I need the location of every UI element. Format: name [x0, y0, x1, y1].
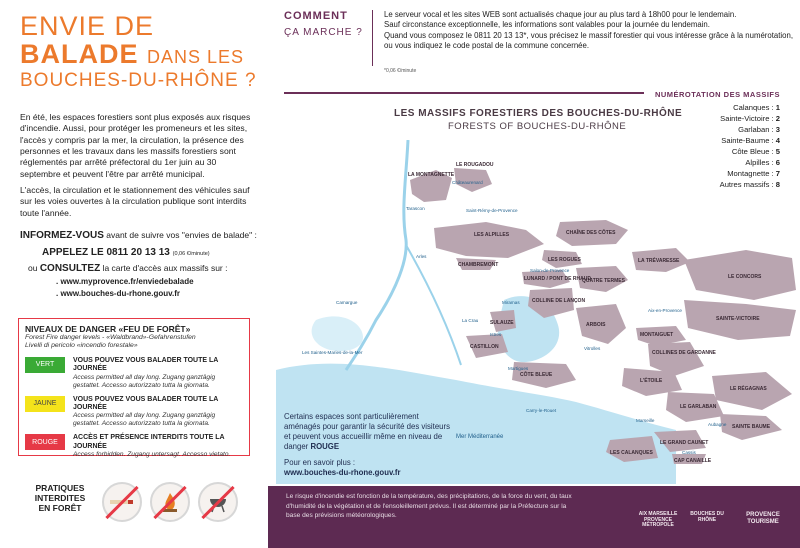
map-title: LES MASSIFS FORESTIERS DES BOUCHES-DU-RHÔNE	[394, 108, 683, 119]
label-calanques: LES CALANQUES	[610, 450, 653, 456]
footer-text: Le risque d'incendie est fonction de la température, des précipitations, de la force du vent, du taux d'humidité de la végétation et de l'ensoleillement prévus. Il est déterminé par la Préfecture sur la base des prévisions météorologiques.	[286, 493, 572, 520]
label-concors: LE CONCORS	[728, 274, 762, 280]
label-mer: Mer Méditerranée	[456, 434, 504, 440]
massif-number-item: Alpilles : 6	[745, 158, 780, 167]
url-prefecture[interactable]: . www.bouches-du-rhone.gouv.fr	[56, 289, 180, 298]
consult-line: ou CONSULTEZ la carte d'accès aux massifs sur :	[28, 263, 228, 274]
label-st-remy: Saint-Rémy-de-Provence	[466, 208, 518, 213]
label-rougadou: LE ROUGADOU	[456, 162, 494, 168]
danger-level-row	[25, 396, 243, 429]
danger-level-badge: ROUGE	[25, 434, 65, 450]
no-smoking-icon	[102, 482, 142, 522]
danger-level-row	[25, 434, 243, 459]
danger-level-text: VOUS POUVEZ VOUS BALADER TOUTE LA JOURNÉE Access permitted all day long. Zugang ganztägig gestattet. Accesso autorizzato tutta la giornata.	[73, 356, 219, 389]
label-chateaurenard: Châteaurenard	[452, 180, 483, 185]
label-crau: La Crau	[462, 318, 479, 323]
label-cote-bleue: CÔTE BLEUE	[520, 372, 553, 378]
left-column	[0, 0, 268, 548]
label-salon: Salon-de-Provence	[530, 268, 570, 273]
danger-levels-box	[18, 318, 250, 456]
more-info-link[interactable]: www.bouches-du-rhone.gouv.fr	[284, 467, 401, 477]
logo-departement: BOUCHES DU RHÔNE	[690, 511, 724, 523]
label-chambremont: CHAMBREMONT	[458, 262, 499, 268]
divider-horizontal	[284, 92, 644, 94]
label-miramas: Miramas	[502, 300, 520, 305]
label-aix: Aix-en-Provence	[648, 308, 682, 313]
label-lancon: COLLINE DE LANÇON	[532, 298, 586, 304]
danger-level-text: VOUS POUVEZ VOUS BALADER TOUTE LA JOURNÉE Access permitted all day long. Zugang ganztägig gestattet. Accesso autorizzato tutta la giornata.	[73, 395, 219, 428]
label-camargue: Camargue	[336, 300, 358, 305]
camargue-lagoon	[312, 316, 363, 351]
map-subtitle: FORESTS OF BOUCHES-DU-RHÔNE	[448, 121, 627, 132]
logo-provence-tourisme: PROVENCE TOURISME	[746, 512, 780, 525]
label-tarascon: Tarascon	[406, 206, 425, 211]
danger-subtitle-2: Livelli di pericolo «incendio forestale»	[25, 342, 138, 350]
label-castillon: CASTILLON	[470, 344, 499, 350]
label-chaine-cotes: CHAÎNE DES CÔTES	[566, 230, 616, 236]
label-collines-gardanne: COLLINES DE GARDANNE	[652, 350, 716, 356]
inform-block	[20, 230, 260, 298]
label-grand-caunet: LE GRAND CAUNET	[660, 440, 709, 446]
label-quatre-termes: QUATRE TERMES	[582, 278, 625, 284]
label-martigues: Martigues	[508, 366, 529, 371]
label-carry: Carry-le-Rouet	[526, 408, 557, 413]
label-regagnas: LE RÉGAGNAS	[730, 386, 767, 392]
label-alpilles: LES ALPILLES	[474, 232, 510, 238]
label-arbois: ARBOIS	[586, 322, 606, 328]
massif-alpilles	[434, 222, 544, 258]
more-info-label: Pour en savoir plus :	[284, 457, 356, 467]
label-rogues: LES ROGUES	[548, 257, 581, 263]
label-marseille: Marseille	[636, 418, 655, 423]
label-saintes-maries: Les Saintes-Maries-de-la-Mer	[302, 350, 363, 355]
grand-rhone-river	[406, 245, 461, 365]
forbidden-practices-label: PRATIQUES INTERDITES EN FORÊT	[34, 483, 86, 513]
label-sainte-baume: SAINTE BAUME	[732, 424, 771, 430]
danger-level-badge: JAUNE	[25, 396, 65, 412]
no-campfire-icon	[150, 482, 190, 522]
label-garlaban: LE GARLABAN	[680, 404, 717, 410]
no-barbecue-icon	[198, 482, 238, 522]
intro-paragraph-1: En été, les espaces forestiers sont plus exposés aux risques d'incendie. Aussi, pour protéger les promeneurs et les sites, l'accès y compris par la mer, la circulation, la présence des personnes et les travaux dans les massifs forestiers sont réglementés par arrêté préfectoral du 1er juin au 30 septembre et peuvent l'être par arrêté municipal.	[20, 112, 251, 179]
how-it-works-text: Le serveur vocal et les sites WEB sont actualisés chaque jour au plus tard à 18h00 pour le lendemain. Sauf circonstance exceptionnelle, les informations sont valables pour la journée du lendemain. Quand vous composez le 0811 20 13 13*, vous précisez le massif forestier qui vous intéresse grâce à la numérotation, ou vous indiquez le code postal de la commune concernée.	[384, 10, 793, 50]
label-montagnette: LA MONTAGNETTE	[408, 172, 455, 178]
title-line-3: BOUCHES-DU-RHÔNE ?	[20, 69, 257, 91]
label-aubagne: Aubagne	[708, 422, 727, 427]
danger-level-list	[25, 357, 243, 459]
label-etoile: L'ÉTOILE	[640, 378, 663, 384]
right-column	[268, 0, 800, 548]
label-montaiguet: MONTAIGUET	[640, 332, 674, 338]
label-trevaresse: LA TRÉVARESSE	[638, 258, 680, 264]
label-cassis: Cassis	[682, 450, 696, 455]
logo-metropole: AIX MARSEILLE PROVENCE MÉTROPOLE	[638, 511, 678, 528]
price-footnote: *0,06 €/minute	[384, 68, 417, 74]
label-istres: Istres	[490, 332, 502, 337]
label-cap-canaille: CAP CANAILLE	[674, 458, 712, 464]
massif-number-item: Sainte-Victoire : 2	[720, 114, 780, 123]
massif-number-item: Côte Bleue : 5	[731, 147, 780, 156]
title-line-2: BALADE DANS LES	[20, 39, 245, 70]
label-vitrolles: Vitrolles	[584, 346, 601, 351]
inform-heading: INFORMEZ-VOUS avant de suivre vos "envies de balade" :	[20, 230, 257, 241]
label-arles: Arles	[416, 254, 427, 259]
special-spaces-note: Certains espaces sont particulièrement aménagés pour garantir la sécurité des visiteurs et peuvent vous accueillir même en niveau de danger ROUGE Pour en savoir plus : www.bouches-du-rhone.gouv.fr	[284, 412, 454, 478]
intro-text	[20, 112, 255, 224]
danger-level-row	[25, 357, 243, 390]
danger-title: NIVEAUX DE DANGER «FEU DE FORÊT»	[25, 324, 191, 334]
label-lunard: LUNARD / PONT DE RHAUD	[524, 276, 591, 282]
how-it-works-title: COMMENT ÇA MARCHE ?	[284, 10, 363, 38]
url-myprovence[interactable]: . www.myprovence.fr/enviedebalade	[56, 277, 194, 286]
numbering-title: NUMÉROTATION DES MASSIFS	[654, 90, 780, 99]
massif-number-item: Autres massifs : 8	[719, 180, 780, 189]
massif-number-item: Calanques : 1	[733, 103, 780, 112]
danger-level-text: ACCÈS ET PRÉSENCE INTERDITS TOUTE LA JOURNÉE Access forbidden. Zugang untersagt. Accesso vietato.	[73, 434, 231, 458]
phone-line: APPELEZ LE 0811 20 13 13 (0,06 €/minute)	[42, 247, 210, 258]
intro-paragraph-2: L'accès, la circulation et le stationnement des véhicules sauf sur les voies ouvertes à la circulation publique sont interdits toute l'année.	[20, 185, 250, 218]
title-line-1: ENVIE DE	[20, 11, 155, 41]
danger-level-badge: VERT	[25, 357, 65, 373]
label-sulauze: SULAUZE	[490, 320, 514, 326]
massif-number-item: Montagnette : 7	[727, 169, 780, 178]
label-sainte-victoire: SAINTE-VICTOIRE	[716, 316, 760, 322]
massif-number-item: Garlaban : 3	[738, 125, 780, 134]
main-title	[20, 12, 257, 91]
danger-subtitle-1: Forest Fire danger levels - «Waldbrand»-Gefahrenstufen	[25, 334, 196, 341]
massif-number-item: Sainte-Baume : 4	[721, 136, 780, 145]
divider-vertical	[372, 10, 373, 66]
